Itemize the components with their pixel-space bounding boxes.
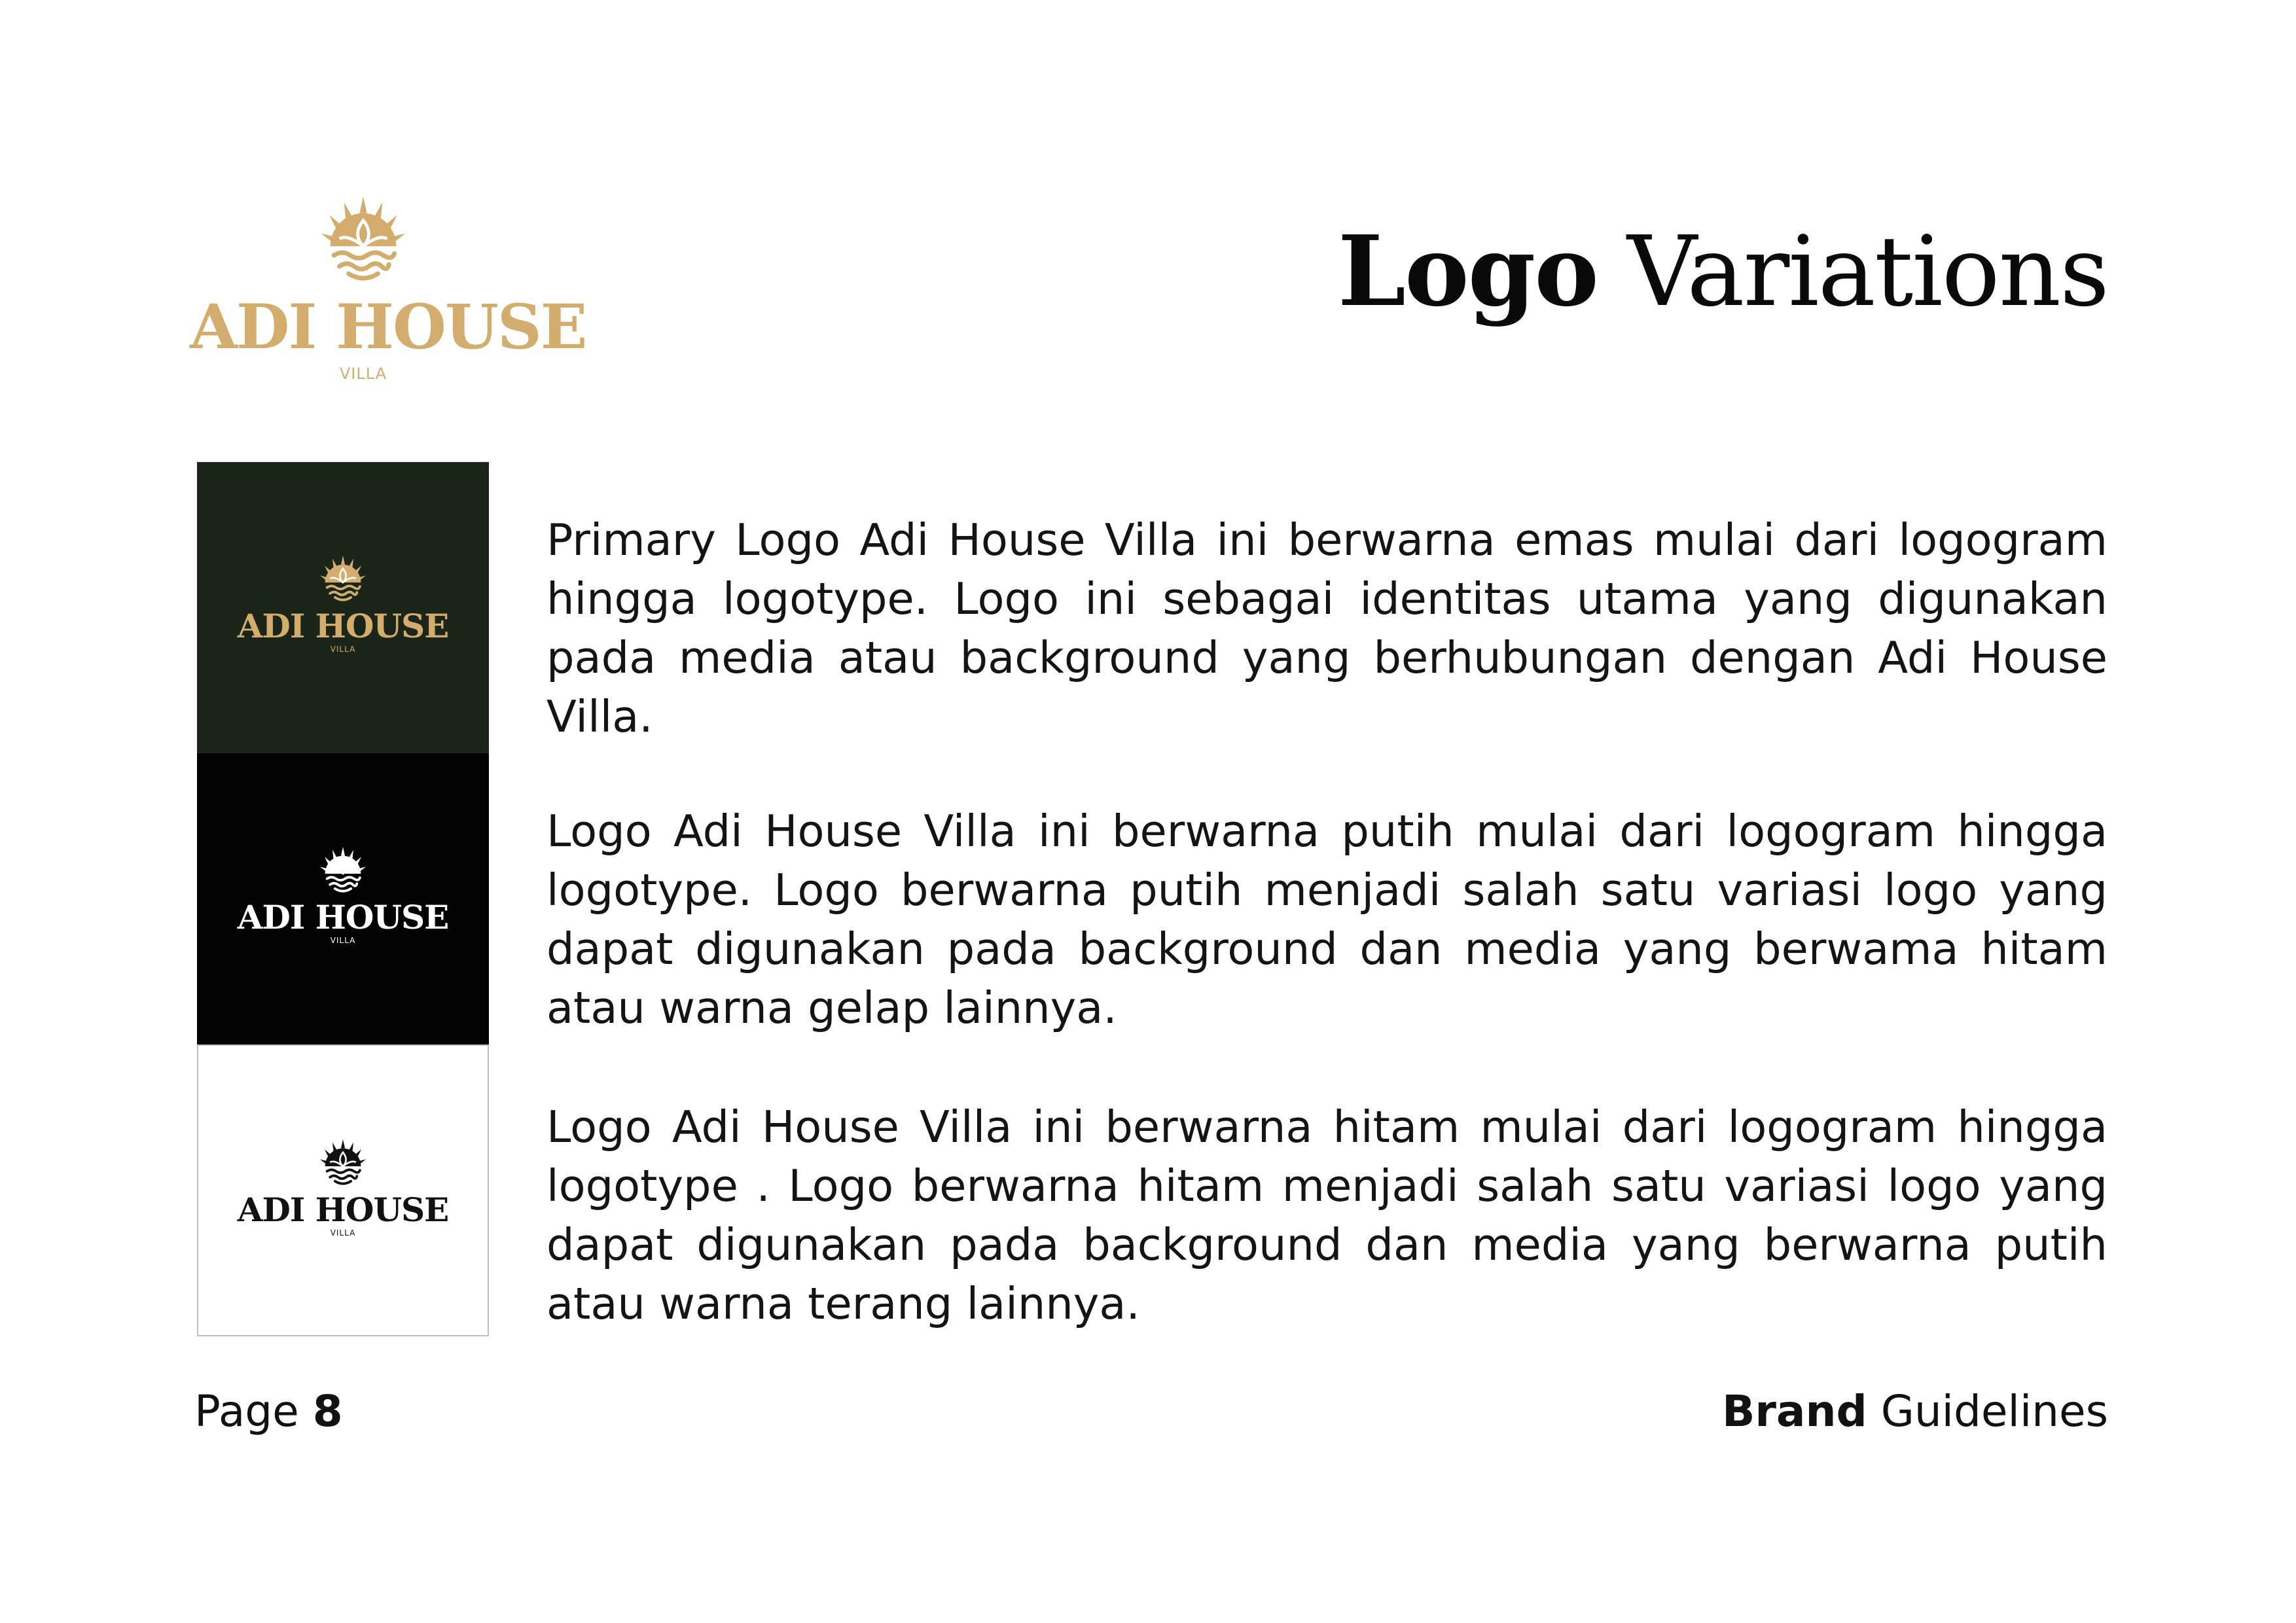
swatch-white-on-black [197,753,489,1045]
page-label: Page [194,1386,299,1436]
swatch-gold-on-dark-green [197,462,489,754]
lotus-sun-icon [317,193,409,285]
logo-swatch-column [197,462,489,1336]
description-black-logo: Logo Adi House Villa ini berwarna hitam mulai dari logogram hingga logotype . Logo berwarna hitam menjadi salah satu variasi logo yang dapat digunakan pada background dan media yang berwarna putih atau warna terang lainnya. [547,1101,2108,1329]
page-title [1337,214,2108,328]
swatch-subtitle: VILLA [330,936,356,945]
swatch-wordmark: ADI HOUSE [237,1190,449,1229]
title-light: Variations [1626,215,2108,328]
swatch-black-on-white [197,1044,489,1336]
description-primary-logo: Primary Logo Adi House Villa ini berwarna emas mulai dari logogram hingga logotype. Logo ini sebagai identitas utama yang digunakan pada media atau background yang berhubungan dengan Adi House Villa. [547,514,2108,742]
logo-subtitle: VILLA [339,365,387,383]
footer-page-number [194,1386,343,1436]
description-white-logo: Logo Adi House Villa ini berwarna putih mulai dari logogram hingga logotype. Logo berwarna putih menjadi salah satu variasi logo yang dapat digunakan pada background dan media yang berwama hitam atau warna gelap lainnya. [547,806,2108,1033]
lotus-sun-icon [318,1137,368,1187]
footer-brand-rest: Guidelines [1880,1386,2108,1436]
swatch-subtitle: VILLA [330,1228,356,1238]
page-number: 8 [312,1386,343,1436]
swatch-wordmark: ADI HOUSE [237,898,449,936]
title-bold: Logo [1337,214,1598,328]
swatch-wordmark: ADI HOUSE [237,607,449,645]
logo-wordmark: ADI HOUSE [190,291,586,363]
lotus-sun-icon [318,554,368,603]
swatch-subtitle: VILLA [330,645,356,654]
footer-brand-guidelines [1722,1386,2108,1436]
footer-brand-bold: Brand [1722,1386,1867,1436]
lotus-sun-icon [318,845,368,895]
header-logo [190,193,586,396]
